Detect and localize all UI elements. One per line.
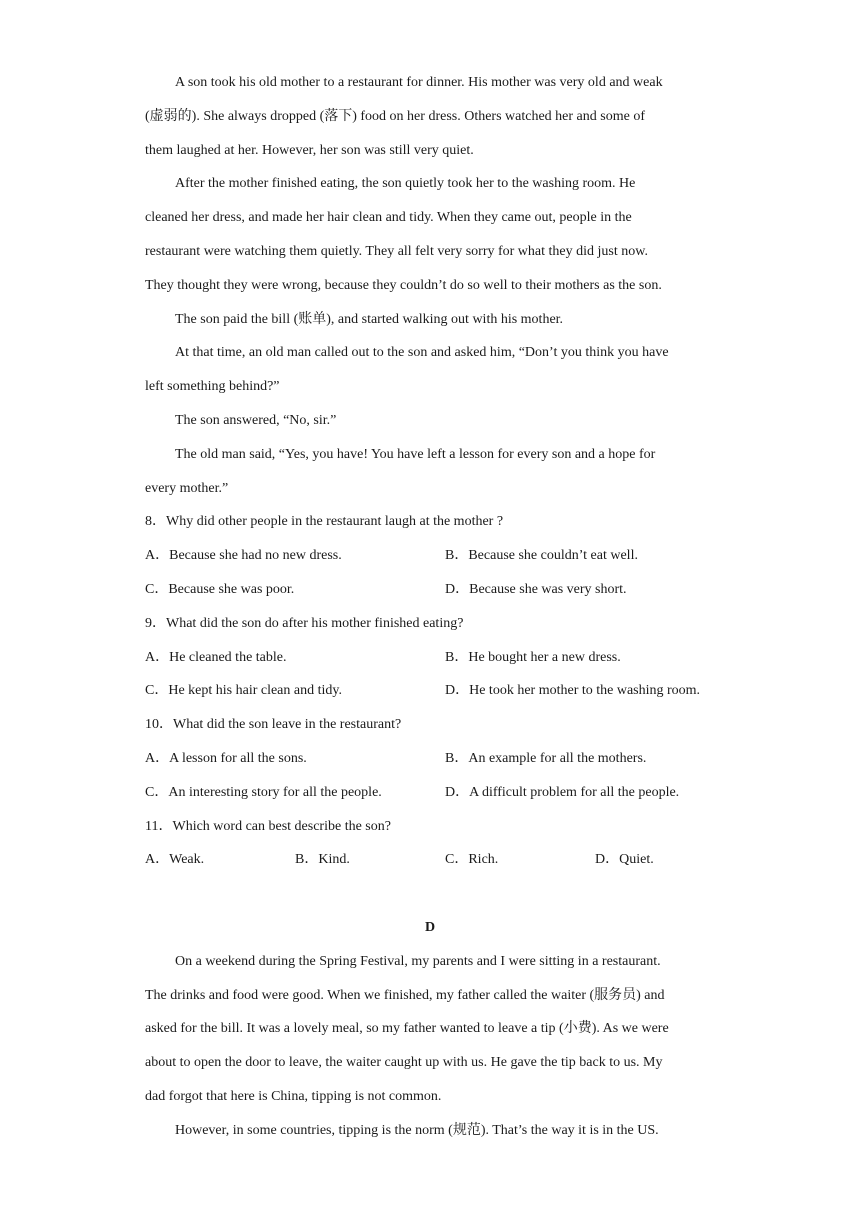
option-a: A．A lesson for all the sons. [145,751,307,766]
option-c: C．Because she was poor. [145,582,295,597]
option-d: D．Quiet. [595,852,654,867]
option-a: A．He cleaned the table. [145,650,287,665]
option-d: D．He took her mother to the washing room. [445,683,701,698]
question-stem: 9．What did the son do after his mother finished eating? [145,616,464,631]
passage-line: The son paid the bill (账单), and started walking out with his mother. [175,312,564,327]
passage-line: cleaned her dress, and made her hair clean and tidy. When they came out, people in the [145,210,632,225]
option-c: C．He kept his hair clean and tidy. [145,683,342,698]
option-c: C．Rich. [445,852,499,867]
option-b: B．An example for all the mothers. [445,751,647,766]
passage-line: asked for the bill. It was a lovely meal, so my father wanted to leave a tip (小费). As we were [145,1021,669,1036]
question-stem: 8．Why did other people in the restaurant laugh at the mother ? [145,514,504,529]
passage-line: On a weekend during the Spring Festival, my parents and I were sitting in a restaurant. [175,954,661,969]
option-b: B．Kind. [295,852,350,867]
option-a: A．Because she had no new dress. [145,548,342,563]
passage-line: every mother.” [145,481,229,496]
passage-line: They thought they were wrong, because they couldn’t do so well to their mothers as the son. [145,278,662,293]
option-a: A．Weak. [145,852,205,867]
passage-line: At that time, an old man called out to the son and asked him, “Don’t you think you have [175,345,669,360]
option-b: B．Because she couldn’t eat well. [445,548,638,563]
passage-line: The drinks and food were good. When we finished, my father called the waiter (服务员) and [145,988,665,1003]
passage-line: (虚弱的). She always dropped (落下) food on her dress. Others watched her and some of [145,109,645,124]
option-b: B．He bought her a new dress. [445,650,621,665]
passage-line: The old man said, “Yes, you have! You have left a lesson for every son and a hope for [175,447,656,462]
passage-line: A son took his old mother to a restaurant for dinner. His mother was very old and weak [175,75,663,90]
passage-line: The son answered, “No, sir.” [175,413,337,428]
passage-line: dad forgot that here is China, tipping is not common. [145,1089,442,1104]
question-stem: 11．Which word can best describe the son? [145,819,391,834]
passage-line: restaurant were watching them quietly. They all felt very sorry for what they did just now. [145,244,648,259]
option-c: C．An interesting story for all the people. [145,785,382,800]
passage-line: After the mother finished eating, the son quietly took her to the washing room. He [175,176,636,191]
option-d: D．Because she was very short. [445,582,627,597]
passage-line: left something behind?” [145,379,280,394]
option-d: D．A difficult problem for all the people. [445,785,680,800]
section-heading: D [424,920,436,935]
passage-line: However, in some countries, tipping is the norm (规范). That’s the way it is in the US. [175,1123,659,1138]
question-stem: 10．What did the son leave in the restaurant? [145,717,402,732]
passage-line: about to open the door to leave, the waiter caught up with us. He gave the tip back to us. My [145,1055,663,1070]
passage-line: them laughed at her. However, her son was still very quiet. [145,143,474,158]
